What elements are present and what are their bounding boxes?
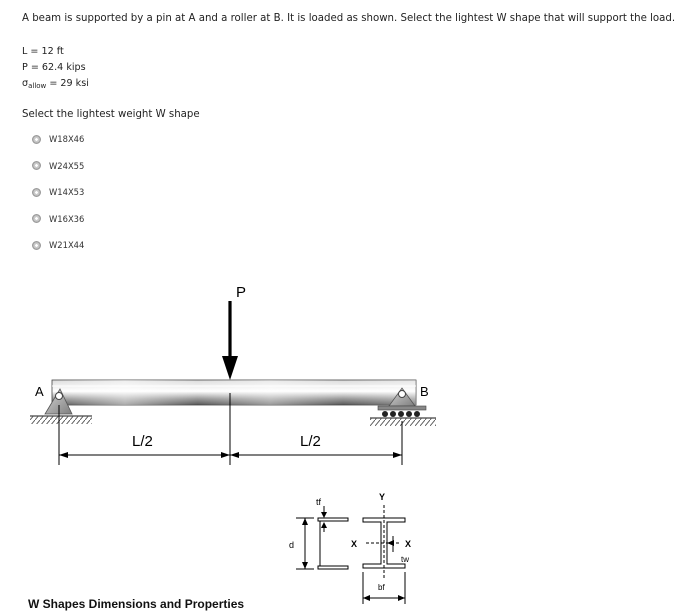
- tf-label: tf: [316, 497, 322, 507]
- tw-label: tw: [401, 555, 409, 564]
- select-prompt: Select the lightest weight W shape: [22, 109, 200, 120]
- load-value: P = 62.4 kips: [22, 62, 86, 73]
- option-label[interactable]: W18X46: [49, 134, 85, 145]
- x-axis-right-label: X: [405, 539, 412, 549]
- right-span-label: L/2: [300, 433, 321, 450]
- question-text: A beam is supported by a pin at A and a roller at B. It is loaded as shown. Select the lightest W shape that will support the load.: [22, 13, 676, 24]
- table-title: W Shapes Dimensions and Properties: [28, 597, 245, 611]
- load-label: P: [236, 284, 247, 301]
- sigma-subscript: allow: [28, 82, 47, 90]
- y-axis-label: Y: [379, 492, 386, 502]
- d-label: d: [289, 540, 295, 550]
- option-label[interactable]: W14X53: [49, 187, 85, 198]
- sigma-symbol: σ: [22, 78, 29, 89]
- bf-label: bf: [378, 583, 385, 592]
- option-label[interactable]: W21X44: [49, 240, 85, 251]
- section-profile: [296, 506, 348, 569]
- support-a-label: A: [35, 384, 44, 399]
- beam: [52, 380, 416, 405]
- support-b-label: B: [420, 384, 429, 399]
- load-arrow: [222, 301, 238, 380]
- option-label[interactable]: W24X55: [49, 160, 85, 171]
- sigma-value: = 29 ksi: [46, 78, 89, 89]
- length-value: L = 12 ft: [22, 46, 64, 57]
- option-label[interactable]: W16X36: [49, 213, 85, 224]
- x-axis-left-label: X: [351, 539, 358, 549]
- left-span-label: L/2: [132, 433, 153, 450]
